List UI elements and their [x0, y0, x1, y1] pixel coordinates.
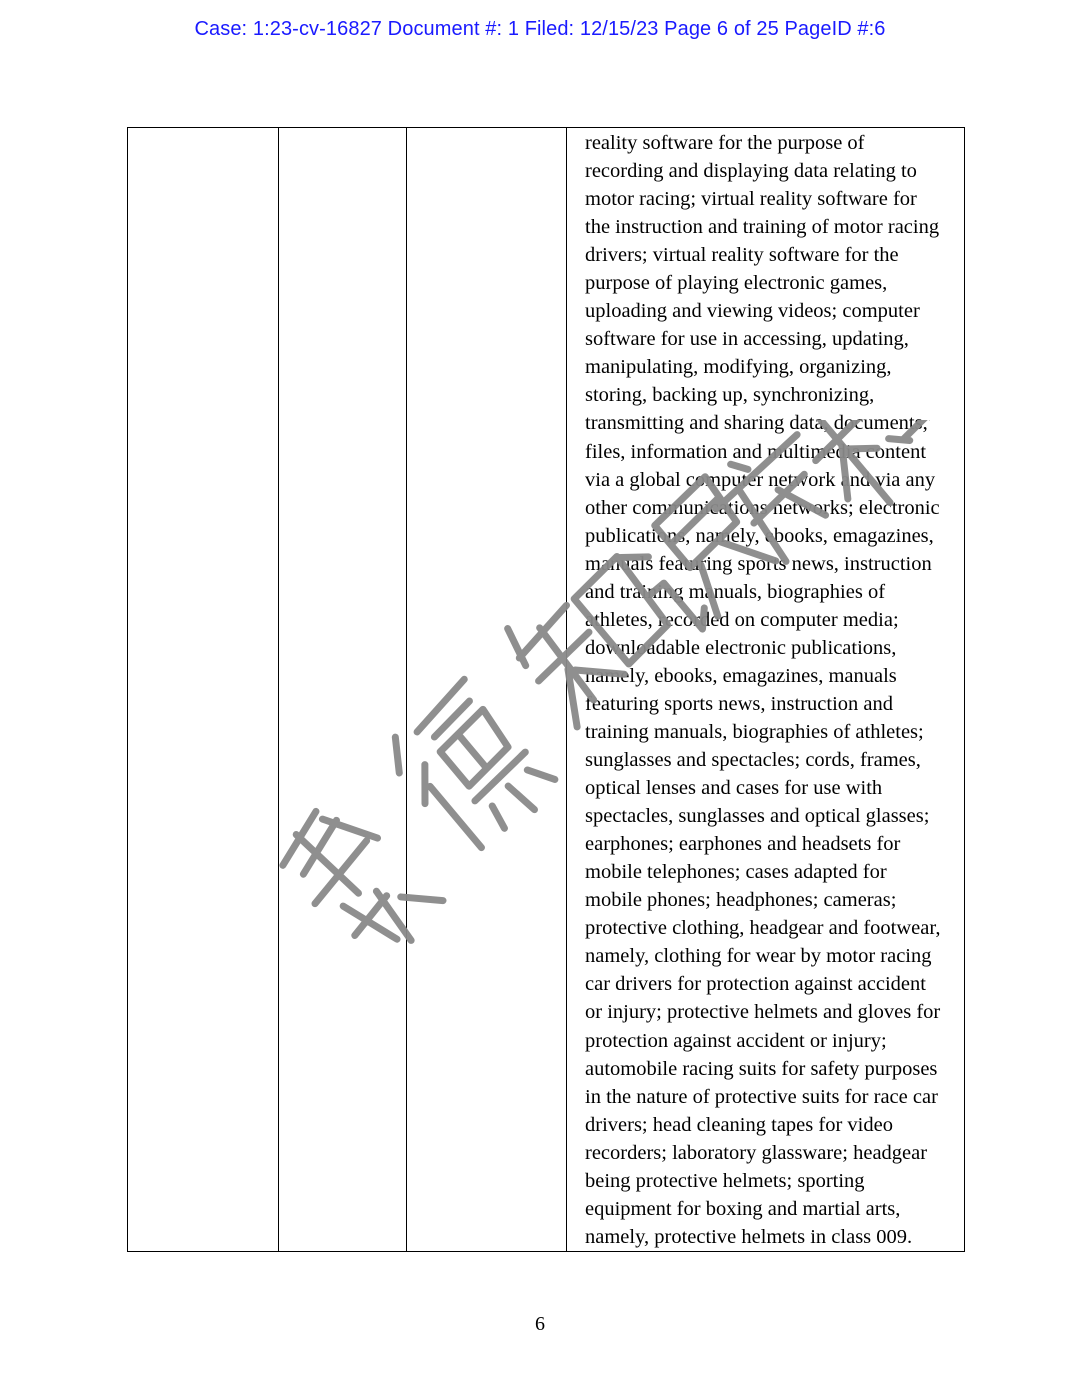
goods-line: or injury; protective helmets and gloves for: [585, 1001, 941, 1024]
goods-line: downloadable electronic publications,: [585, 636, 897, 659]
goods-line: featuring sports news, instruction and: [585, 692, 894, 715]
goods-line: in the nature of protective suits for race car: [585, 1085, 938, 1108]
case-header: Case: 1:23-cv-16827 Document #: 1 Filed: 12/15/23 Page 6 of 25 PageID #:6: [194, 18, 886, 40]
goods-line: mobile telephones; cases adapted for: [585, 861, 887, 884]
goods-line: namely, clothing for wear by motor racing: [585, 945, 932, 968]
goods-line: equipment for boxing and martial arts,: [585, 1197, 901, 1220]
goods-line: athletes, recorded on computer media;: [585, 608, 899, 631]
goods-line: car drivers for protection against accident: [585, 973, 926, 996]
goods-line: uploading and viewing videos; computer: [585, 300, 920, 323]
goods-line: files, information and multimedia content: [585, 440, 927, 463]
goods-line: reality software for the purpose of: [585, 132, 865, 154]
goods-description: [567, 128, 964, 1251]
goods-line: other communications networks; electronic: [585, 496, 940, 519]
goods-line: namely, protective helmets in class 009.: [585, 1225, 913, 1248]
goods-line: automobile racing suits for safety purposes: [585, 1057, 938, 1080]
goods-line: publications, namely, ebooks, emagazines,: [585, 524, 934, 547]
goods-line: drivers; virtual reality software for the: [585, 244, 899, 267]
table-cell-col3: [407, 128, 567, 1252]
goods-line: the instruction and training of motor racing: [585, 216, 940, 239]
goods-line: manipulating, modifying, organizing,: [585, 356, 892, 379]
goods-line: training manuals, biographies of athletes;: [585, 720, 924, 743]
goods-line: protection against accident or injury;: [585, 1029, 887, 1052]
goods-line: mobile phones; headphones; cameras;: [585, 889, 897, 912]
goods-line: being protective helmets; sporting: [585, 1169, 865, 1192]
goods-line: drivers; head cleaning tapes for video: [585, 1113, 893, 1136]
goods-line: and training manuals, biographies of: [585, 580, 886, 603]
goods-line: purpose of playing electronic games,: [585, 272, 888, 295]
goods-line: namely, ebooks, emagazines, manuals: [585, 664, 897, 687]
table-cell-col2: [279, 128, 407, 1252]
goods-line: software for use in accessing, updating,: [585, 328, 909, 351]
goods-line: optical lenses and cases for use with: [585, 777, 883, 800]
goods-line: protective clothing, headgear and footwear,: [585, 917, 941, 940]
goods-line: sunglasses and spectacles; cords, frames,: [585, 749, 921, 772]
goods-table: [127, 127, 965, 1252]
goods-line: transmitting and sharing data, documents,: [585, 412, 928, 435]
goods-line: recorders; laboratory glassware; headgear: [585, 1141, 928, 1164]
goods-line: via a global computer network and via any: [585, 468, 936, 491]
page-number: 6: [535, 1313, 545, 1335]
table-cell-goods: [567, 128, 965, 1252]
goods-line: motor racing; virtual reality software for: [585, 188, 917, 211]
table-row: [128, 128, 965, 1252]
goods-line: recording and displaying data relating to: [585, 160, 917, 183]
goods-line: storing, backing up, synchronizing,: [585, 384, 875, 407]
goods-line: earphones; earphones and headsets for: [585, 833, 901, 856]
goods-line: spectacles, sunglasses and optical glasses;: [585, 805, 930, 828]
table-cell-col1: [128, 128, 279, 1252]
goods-line: manuals featuring sports news, instruction: [585, 552, 932, 575]
